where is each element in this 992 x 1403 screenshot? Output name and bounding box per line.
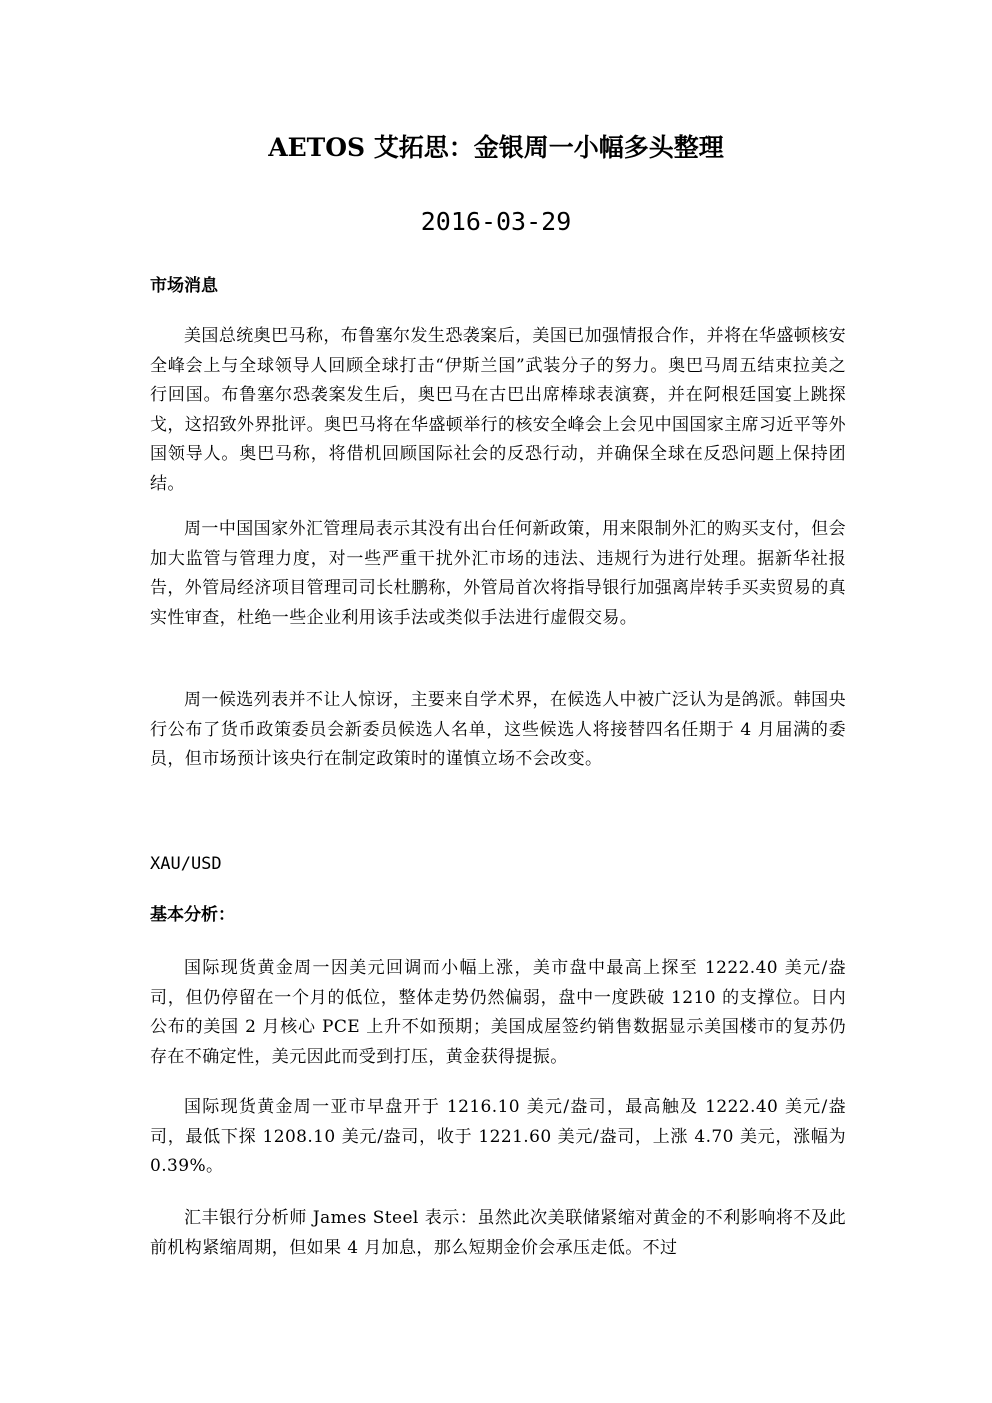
paragraph: 汇丰银行分析师 James Steel 表示：虽然此次美联储紧缩对黄金的不利影响将不及此前机构紧缩周期，但如果 4 月加息，那么短期金价会承压走低。不过 [150, 1208, 846, 1258]
instrument-label: XAU/USD [150, 854, 222, 874]
paragraph: 周一中国国家外汇管理局表示其没有出台任何新政策，用来限制外汇的购买支付，但会加大监管与管理力度，对一些严重干扰外汇市场的违法、违规行为进行处理。据新华社报告，外管局经济项目管理司司长杜鹏称，外管局首次将指导银行加强离岸转手买卖贸易的真实性审查，杜绝一些企业利用该手法或类似手法进行虚假交易。 [150, 519, 846, 628]
section-heading-market-news: 市场消息 [150, 276, 218, 296]
section-heading-fundamental: 基本分析： [150, 905, 235, 925]
paragraph: 国际现货黄金周一因美元回调而小幅上涨，美市盘中最高上探至 1222.40 美元/盎司，但仍停留在一个月的低位，整体走势仍然偏弱，盘中一度跌破 1210 的支撑位。日内公布的美国 2 月核心 PCE 上升不如预期；美国成屋签约销售数据显示美国楼市的复苏仍存在不确定性，美元因此而受到打压，黄金获得提振。 [150, 958, 846, 1067]
paragraph: 美国总统奥巴马称，布鲁塞尔发生恐袭案后，美国已加强情报合作，并将在华盛顿核安全峰会上与全球领导人回顾全球打击“伊斯兰国”武装分子的努力。奥巴马周五结束拉美之行回国。布鲁塞尔恐袭案发生后，奥巴马在古巴出席棒球表演赛，并在阿根廷国宴上跳探戈，这招致外界批评。奥巴马将在华盛顿举行的核安全峰会上会见中国国家主席习近平等外国领导人。奥巴马称，将借机回顾国际社会的反恐行动，并确保全球在反恐问题上保持团结。 [150, 326, 846, 494]
paragraph: 周一候选列表并不让人惊讶，主要来自学术界，在候选人中被广泛认为是鸽派。韩国央行公布了货币政策委员会新委员候选人名单，这些候选人将接替四名任期于 4 月届满的委员，但市场预计该央行在制定政策时的谨慎立场不会改变。 [150, 690, 846, 769]
paragraph: 国际现货黄金周一亚市早盘开于 1216.10 美元/盎司，最高触及 1222.40 美元/盎司，最低下探 1208.10 美元/盎司，收于 1221.60 美元/盎司，上涨 4.70 美元，涨幅为 0.39%。 [150, 1097, 846, 1176]
document-date: 2016-03-29 [420, 207, 572, 236]
document-title: AETOS 艾拓思：金银周一小幅多头整理 [268, 133, 724, 162]
